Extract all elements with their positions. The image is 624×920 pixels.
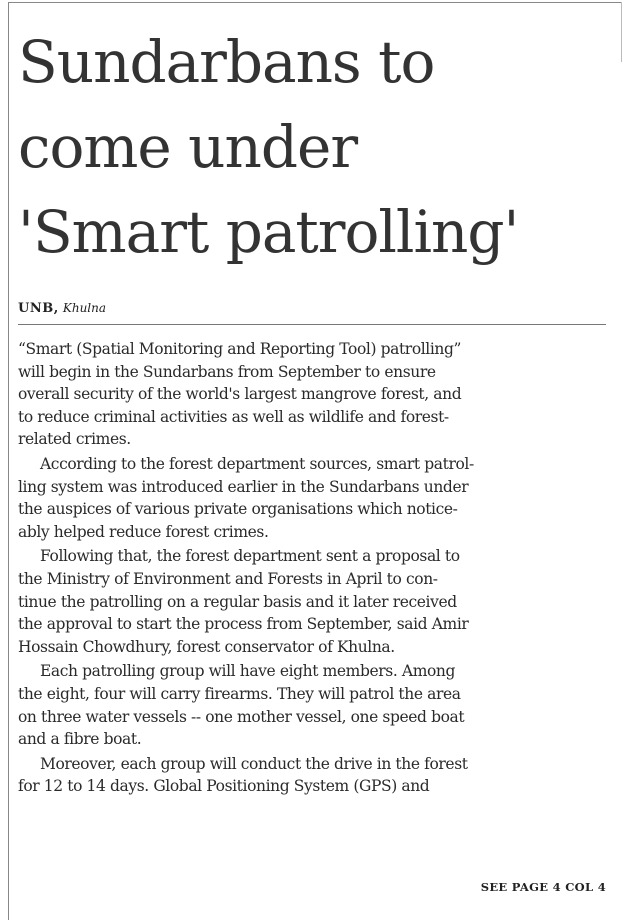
headline [18,20,618,275]
paragraph-1 [18,338,604,451]
text-line: the eight, four will carry firearms. They will patrol the area [18,684,461,703]
text-line: the Ministry of Environment and Forests in April to con- [18,569,438,588]
paragraph-2 [18,453,604,543]
left-border-rule [8,2,9,920]
text-line: Moreover, each group will conduct the drive in the forest [40,754,468,773]
text-line: related crimes. [18,430,131,449]
right-border-rule [621,2,622,62]
text-line: to reduce criminal activities as well as wildlife and forest- [18,407,449,426]
text-line: the approval to start the process from September, said Amir [18,615,469,634]
text-line: Following that, the forest department sent a proposal to [40,547,460,566]
text-line: ling system was introduced earlier in the Sundarbans under [18,477,469,496]
top-border-rule [8,2,622,3]
paragraph-4 [18,660,604,750]
text-line: will begin in the Sundarbans from September to ensure [18,362,436,381]
article-body [18,338,604,800]
text-line: “Smart (Spatial Monitoring and Reporting Tool) patrolling” [18,340,462,358]
headline-line: Sundarbans to [18,28,435,96]
byline-divider [18,324,606,325]
text-line: Hossain Chowdhury, forest conservator of Khulna. [18,637,395,656]
byline-agency: UNB, [18,301,59,316]
text-line: for 12 to 14 days. Global Positioning System (GPS) and [18,777,430,796]
headline-line: come under [18,113,358,181]
text-line: on three water vessels -- one mother vessel, one speed boat [18,707,465,726]
byline [18,299,106,318]
headline-line: 'Smart patrolling' [18,198,519,266]
text-line: ably helped reduce forest crimes. [18,522,269,541]
paragraph-3 [18,545,604,658]
byline-place: Khulna [62,301,107,315]
text-line: tinue the patrolling on a regular basis and it later received [18,592,457,611]
text-line: According to the forest department sources, smart patrol- [40,454,474,473]
text-line: Each patrolling group will have eight members. Among [40,662,456,681]
continuation-note: SEE PAGE 4 COL 4 [480,880,606,894]
text-line: overall security of the world's largest mangrove forest, and [18,385,462,404]
text-line: and a fibre boat. [18,730,142,749]
paragraph-5 [18,753,604,798]
text-line: the auspices of various private organisations which notice- [18,500,458,519]
